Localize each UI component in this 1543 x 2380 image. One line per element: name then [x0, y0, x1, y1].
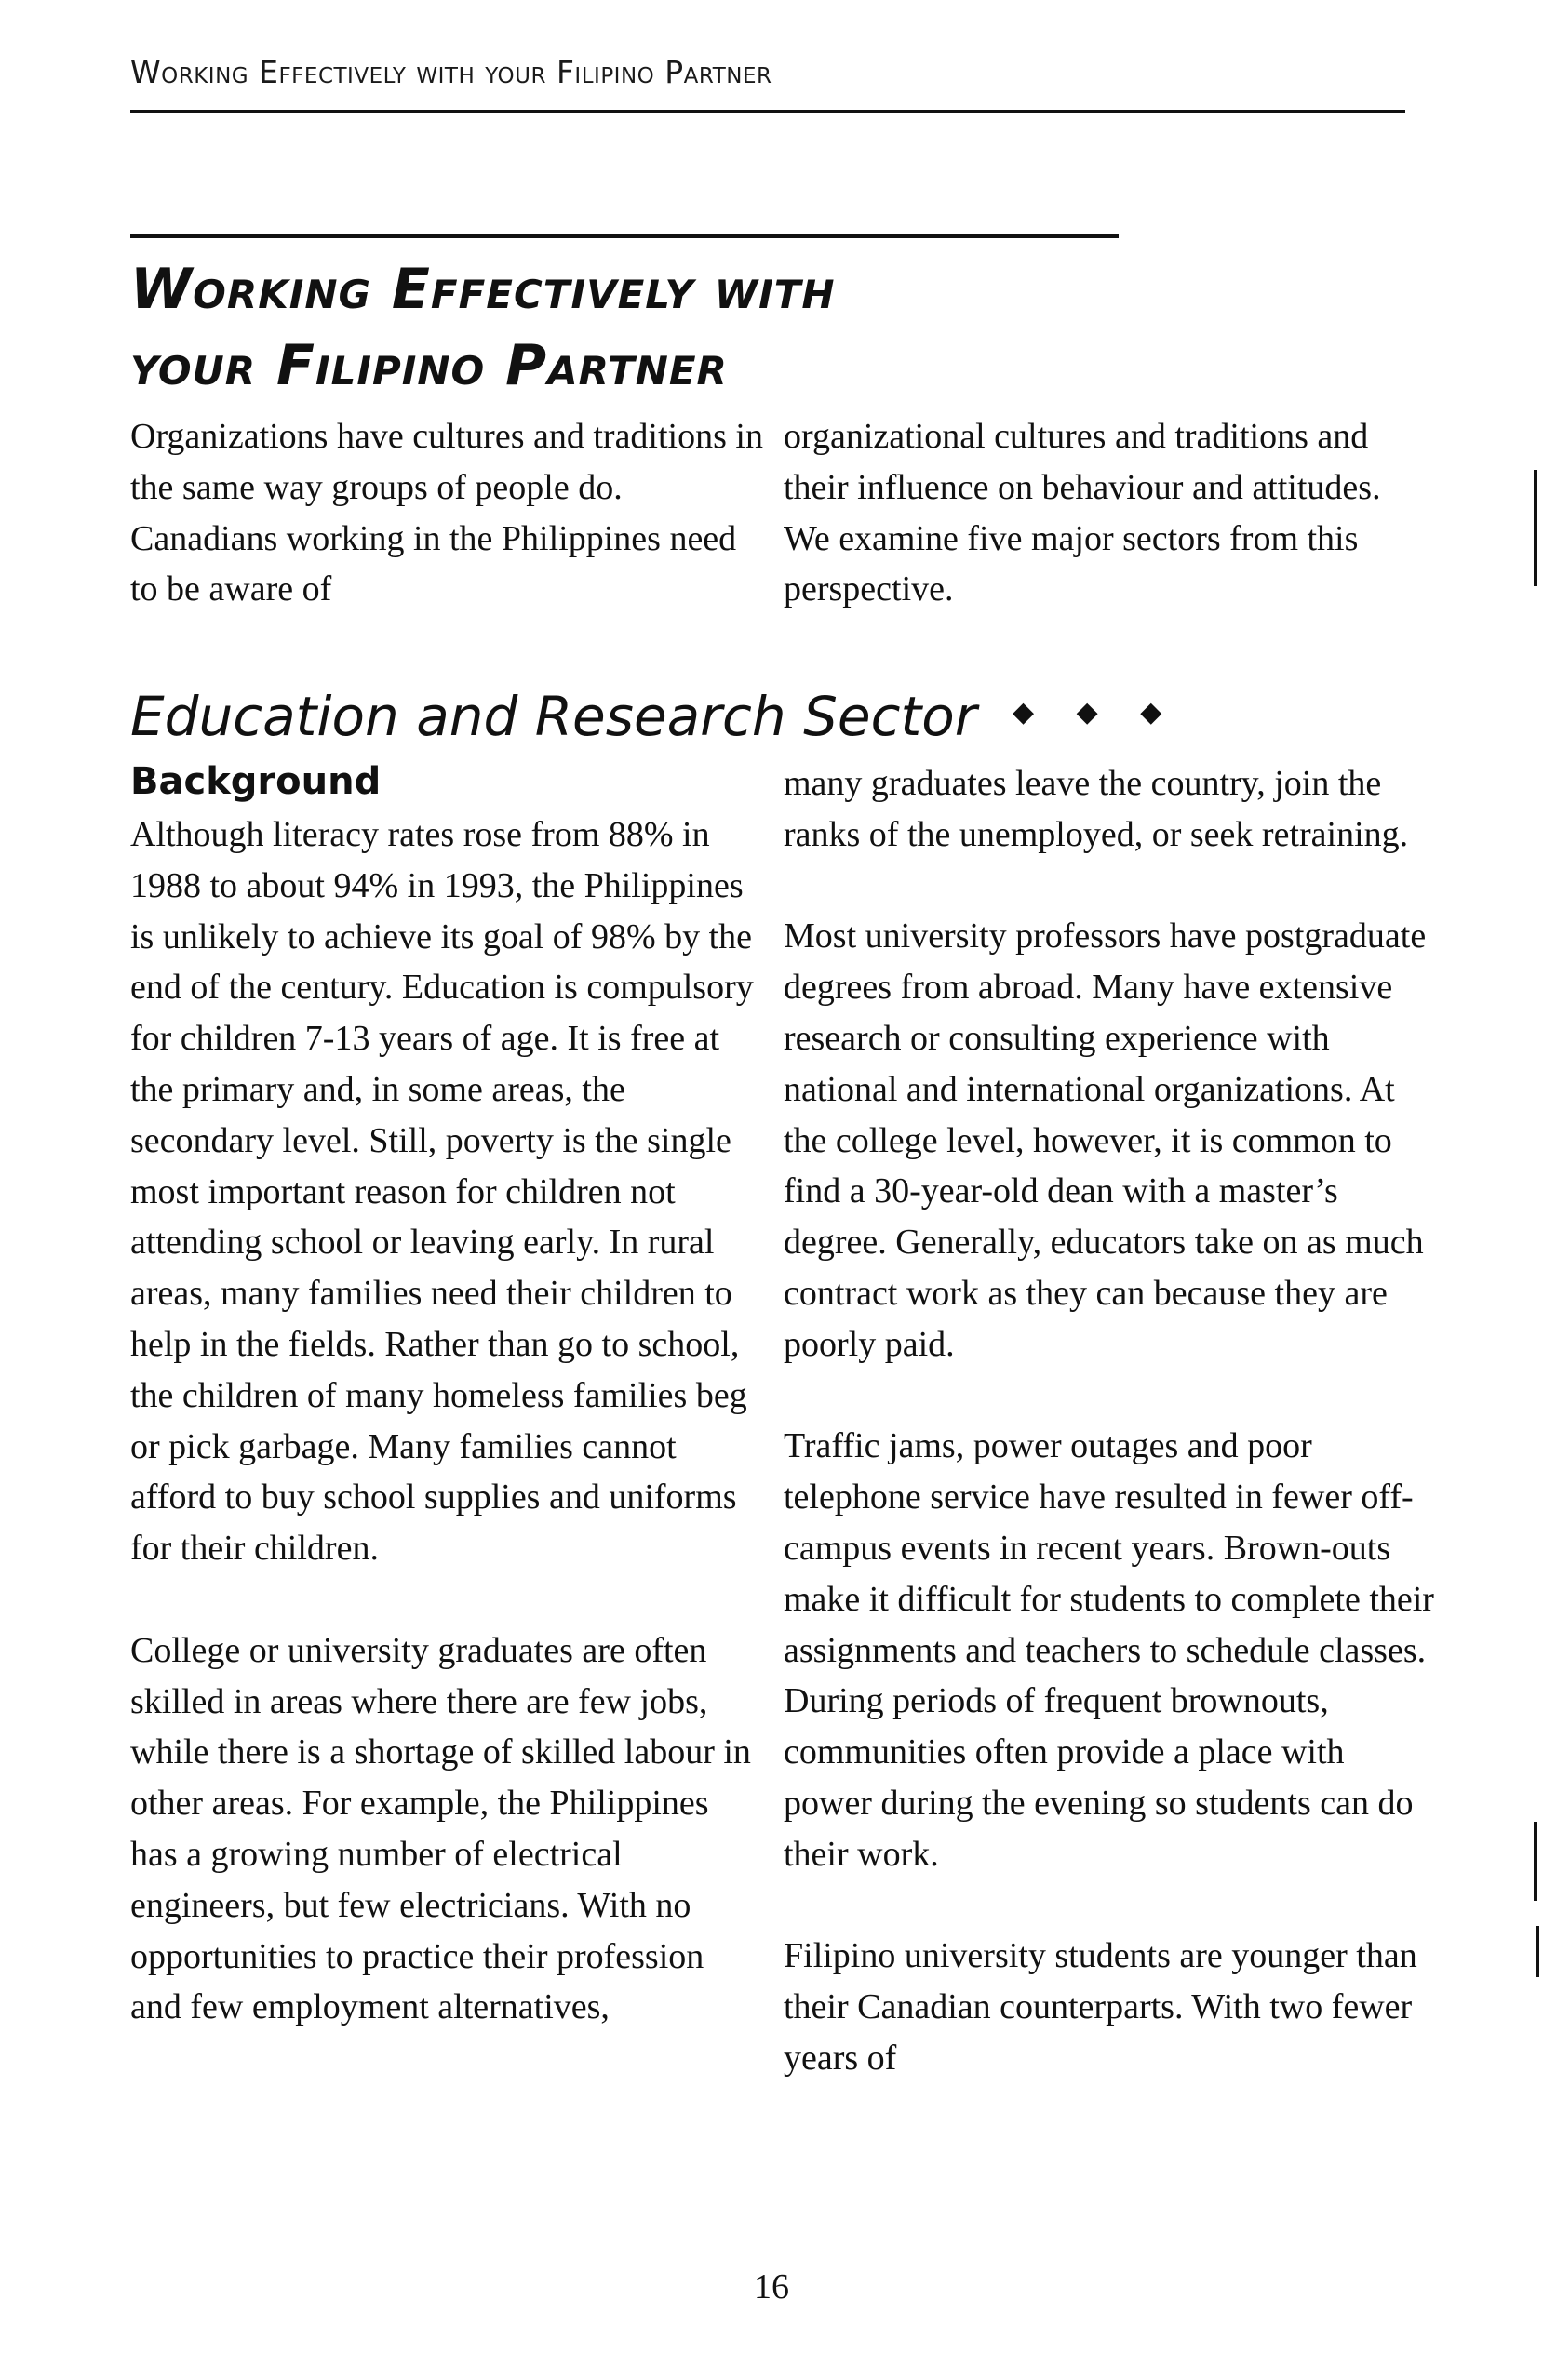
header-rule	[130, 110, 1405, 113]
body-left-column	[130, 809, 763, 2033]
diamond-ornament-icon: ◆ ◆ ◆	[1013, 696, 1179, 729]
subheading-background: Background	[130, 760, 382, 803]
body-paragraph: College or university graduates are often skilled in areas where there are few jobs, while there is a shortage of skilled labour in other areas. For example, the Philippines has a growing number of electrical engineers, but few electricians. With no opportunities to practice their profession and few employment alternatives,	[130, 1630, 751, 2027]
margin-mark	[1534, 1822, 1537, 1901]
page-number: 16	[754, 2267, 789, 2306]
page-title	[130, 251, 1154, 404]
intro-paragraph-left: Organizations have cultures and traditions in the same way groups of people do. Canadians working in the Philippines need to be aware of	[130, 417, 763, 609]
body-paragraph: Filipino university students are younger than their Canadian counterparts. With two fewer years of	[784, 1936, 1417, 2078]
body-paragraph: Most university professors have postgraduate degrees from abroad. Many have extensive research or consulting experience with national and international organizations. At the college level, however, it is common to find a 30-year-old dean with a master’s degree. Generally, educators take on as much contract work as they can because they are poorly paid.	[784, 916, 1427, 1364]
body-paragraph: Traffic jams, power outages and poor telephone service have resulted in fewer off-campus events in recent years. Brown-outs make it difficult for students to complete their assignments and teachers to schedule classes. During periods of frequent brownouts, communities often provide a place with power during the evening so students can do their work.	[784, 1426, 1434, 1874]
margin-mark	[1536, 1926, 1539, 1977]
margin-mark	[1534, 470, 1537, 586]
intro-right-column	[784, 411, 1426, 615]
intro-left-column	[130, 411, 763, 615]
body-paragraph: many graduates leave the country, join the ranks of the unemployed, or seek retraining.	[784, 764, 1409, 854]
body-right-column	[784, 758, 1435, 2084]
page-title-line-1: Working Effectively with	[130, 257, 836, 322]
running-header: Working Effectively with your Filipino Partner	[130, 54, 772, 90]
intro-paragraph-right: organizational cultures and traditions and their influence on behaviour and attitudes. We examine five major sectors from this perspective.	[784, 417, 1381, 609]
page-title-line-2: your Filipino Partner	[130, 333, 728, 398]
body-paragraph: Although literacy rates rose from 88% in 1988 to about 94% in 1993, the Philippines is unlikely to achieve its goal of 98% by the end of the century. Education is compulsory for children 7-13 years of age. It is free at the primary and, in some areas, the secondary level. Still, poverty is the single most important reason for children not attending school or leaving early. In rural areas, many families need their children to help in the fields. Rather than go to school, the children of many homeless families beg or pick garbage. Many families cannot afford to buy school supplies and uniforms for their children.	[130, 815, 754, 1569]
section-heading: Education and Research Sector	[130, 685, 977, 748]
title-rule	[130, 234, 1119, 238]
